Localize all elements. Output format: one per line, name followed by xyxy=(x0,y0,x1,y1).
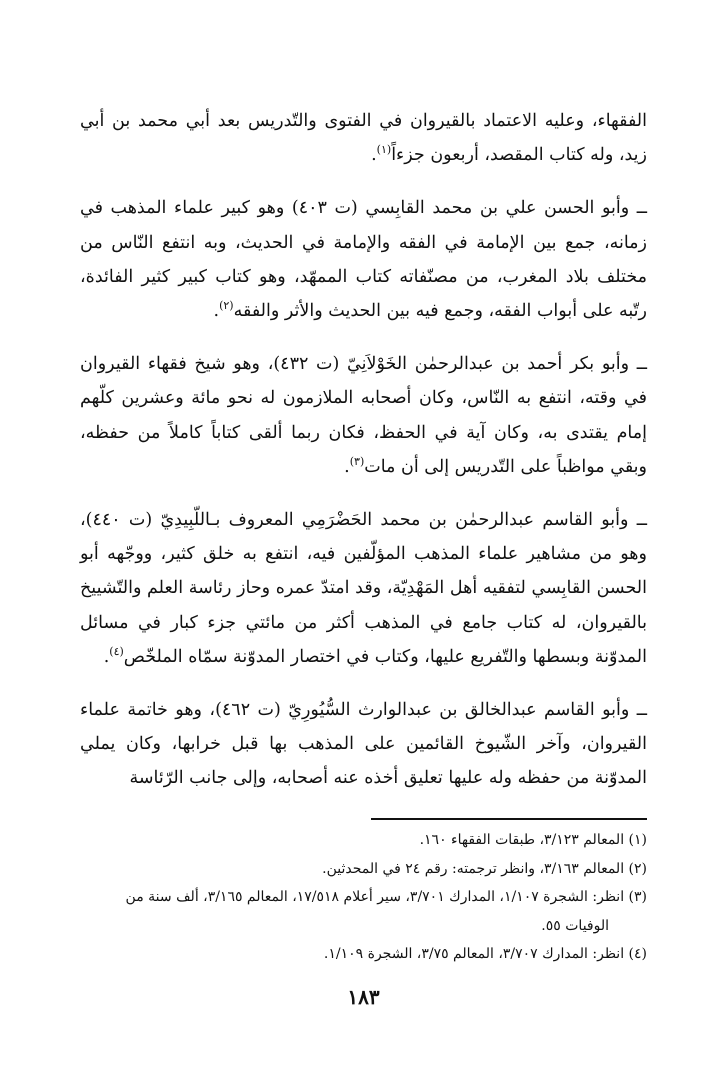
paragraph-4-text: ــ وأبو القاسم عبدالرحمٰن بن محمد الحَضْرَمِي المعروف بـاللّبِيدِيّ (ت ٤٤٠)، وهو من مشاهير علماء المذهب المؤلّفين فيه، انتفع به خلق كثير، ووجّهه أبو الحسن القابِسي لتفقيه أهل المَهْدِيّة، وقد امتدّ عمره وحاز رئاسة العلم والتّشييخ بالقيروان، له كتاب جامع في المذهب أكثر من مائتي جزء كبار في مسائل المدوّنة وبسطها والتّفريع عليها، وكتاب في اختصار المدوّنة سمّاه الملخّص xyxy=(80,510,647,667)
footnote-separator xyxy=(371,818,647,820)
paragraph-5 xyxy=(80,693,647,796)
paragraph-5-text: ــ وأبو القاسم عبدالخالق بن عبدالوارث السُّيُورِيّ (ت ٤٦٢)، وهو خاتمة علماء القيروان، وآخر الشّيوخ القائمين على المذهب بها قبل خرابها، وكان يملي المدوّنة من حفظه وله عليها تعليق أخذه عنه أصحابه، وإلى جانب الرّئاسة xyxy=(80,700,647,789)
page-number: ١٨٣ xyxy=(347,985,380,1009)
paragraph-3-text: ــ وأبو بكر أحمد بن عبدالرحمٰن الخَوْلاَنِيّ (ت ٤٣٢)، وهو شيخ فقهاء القيروان في وقته، انتفع به النّاس، وكان أصحابه الملازمون له نحو مائة وعشرين كلّهم إمام يقتدى به، وكان آية في الحفظ، فكان ربما ألقى كتاباً كاملاً من حفظه، وبقي مواظباً على التّدريس إلى أن مات xyxy=(80,354,647,477)
footnotes xyxy=(80,826,647,969)
footnote-1: (١) المعالم ٣/١٢٣، طبقات الفقهاء ١٦٠. xyxy=(419,832,647,848)
footnote-ref-3: (٣) xyxy=(349,455,365,468)
paragraph-2-text: ــ وأبو الحسن علي بن محمد القابِسي (ت ٤٠٣) وهو كبير علماء المذهب في زمانه، جمع بين الإمامة في الفقه والإمامة في الحديث، وبه انتفع النّاس من مختلف بلاد المغرب، من مصنّفاته كتاب الممهّد، وهو كتاب كبير كثير الفائدة، رتّبه على أبواب الفقه، وجمع فيه بين الحديث والأثر والفقه xyxy=(80,198,648,322)
footnote-4: (٤) انظر: المدارك ٣/٧٠٧، المعالم ٣/٧٥، الشجرة ١/١٠٩. xyxy=(323,946,647,962)
footnote-ref-2: (٢) xyxy=(219,299,234,313)
footnote-ref-1: (١) xyxy=(376,143,392,157)
paragraph-2: ــ وأبو الحسن علي بن محمد القابِسي (ت ٤٠٣) وهو كبير علماء المذهب في زمانه، جمع بين الإمامة في الفقه والإمامة في الحديث، وبه انتفع النّاس من مختلف بلاد المغرب، من مصنّفاته كتاب الممهّد، وهو كتاب كبير كثير الفائدة، رتّبه على أبواب الفقه، وجمع فيه بين الحديث والأثر والفقه$^{(٢)}$. xyxy=(80,198,648,322)
paragraph-1-text: الفقهاء، وعليه الاعتماد بالقيروان في الفتوى والتّدريس بعد أبي محمد بن أبي زيد، وله كتاب المقصد، أربعون جزءاً xyxy=(80,111,647,166)
footnote-3: (٣) انظر: الشجرة ١/١٠٧، المدارك ٣/٧٠١، سير أعلام ١٧/٥١٨، المعالم ٣/١٦٥، ألف سنة من الوفيات ٥٥. xyxy=(125,889,647,934)
footnote-ref-4: (٤) xyxy=(109,645,124,659)
main-text xyxy=(80,104,647,815)
paragraph-1: الفقهاء، وعليه الاعتماد بالقيروان في الفتوى والتّدريس بعد أبي محمد بن أبي زيد، وله كتاب المقصد، أربعون جزءاً$^{(١)}$. xyxy=(80,111,647,166)
paragraph-3: ــ وأبو بكر أحمد بن عبدالرحمٰن الخَوْلاَنِيّ (ت ٤٣٢)، وهو شيخ فقهاء القيروان في وقته، انتفع به النّاس، وكان أصحابه الملازمون له نحو مائة وعشرين كلّهم إمام يقتدى به، وكان آية في الحفظ، فكان ربما ألقى كتاباً كاملاً من حفظه، وبقي مواظباً على التّدريس إلى أن مات$^{(٣)}$. xyxy=(80,354,647,477)
footnote-2: (٢) المعالم ٣/١٦٣، وانظر ترجمته: رقم ٢٤ في المحدثين. xyxy=(322,860,647,877)
paragraph-4: ــ وأبو القاسم عبدالرحمٰن بن محمد الحَضْرَمِي المعروف بـاللّبِيدِيّ (ت ٤٤٠)، وهو من مشاهير علماء المذهب المؤلّفين فيه، انتفع به خلق كثير، ووجّهه أبو الحسن القابِسي لتفقيه أهل المَهْدِيّة، وقد امتدّ عمره وحاز رئاسة العلم والتّشييخ بالقيروان، له كتاب جامع في المذهب أكثر من مائتي جزء كبار في مسائل المدوّنة وبسطها والتّفريع عليها، وكتاب في اختصار المدوّنة سمّاه الملخّص$^{(٤)}$. xyxy=(80,510,647,667)
